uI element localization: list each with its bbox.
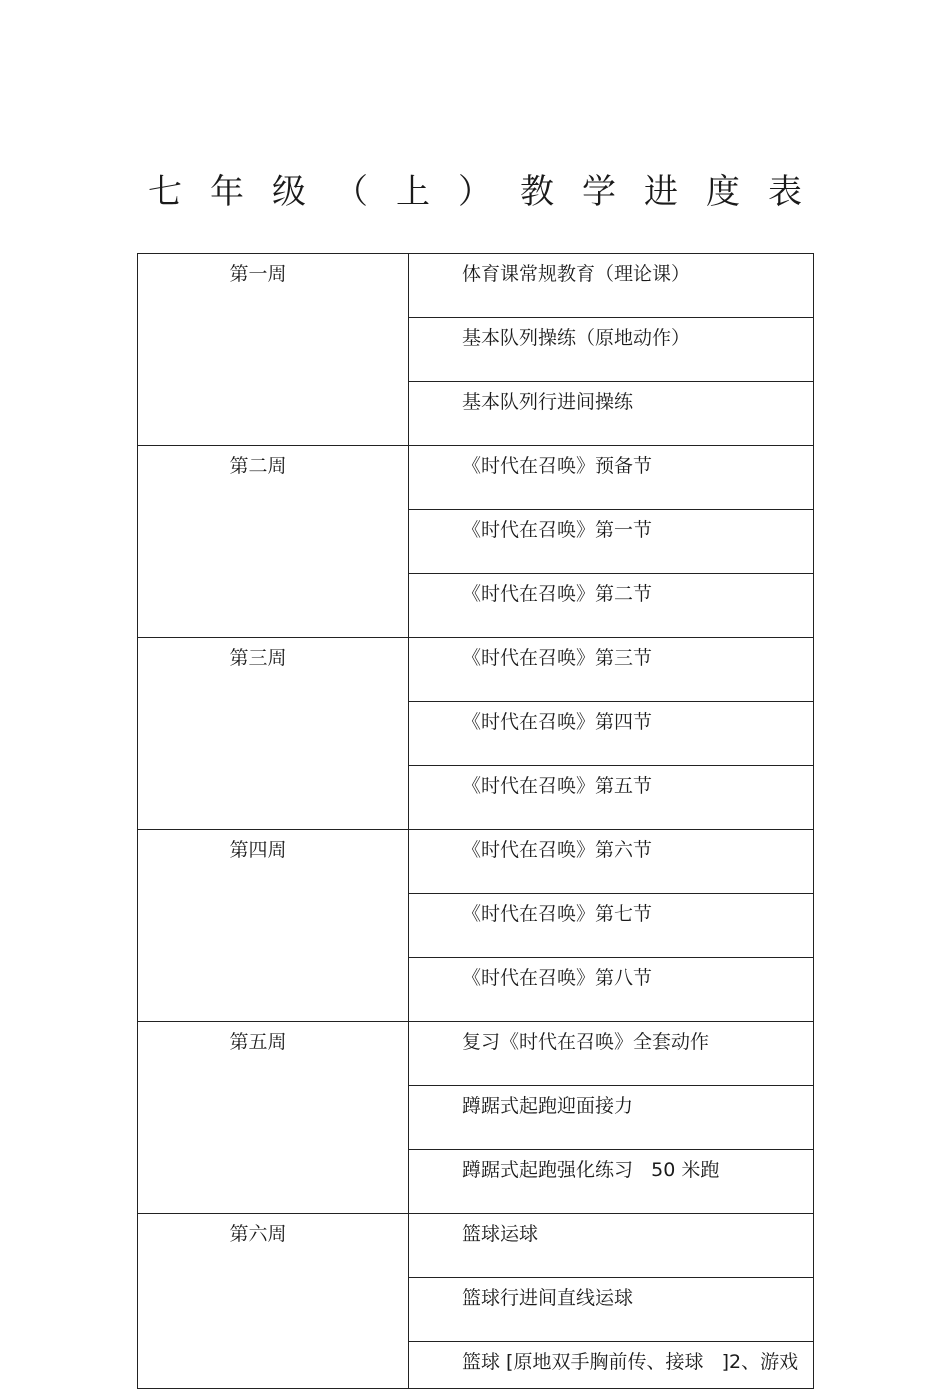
lesson-cell: 《时代在召唤》预备节 xyxy=(409,446,814,510)
lesson-cell: 《时代在召唤》第八节 xyxy=(409,958,814,1022)
week-cell: 第六周 xyxy=(138,1214,409,1389)
lesson-cell: 篮球 [原地双手胸前传、接球 ]2、游戏 xyxy=(409,1342,814,1389)
table-row xyxy=(138,446,814,510)
week-cell: 第四周 xyxy=(138,830,409,1022)
lesson-cell: 篮球行进间直线运球 xyxy=(409,1278,814,1342)
table-row xyxy=(138,638,814,702)
week-cell: 第五周 xyxy=(138,1022,409,1214)
page-title: 七年级（上）教学进度表 xyxy=(148,172,830,212)
lesson-cell: 《时代在召唤》第三节 xyxy=(409,638,814,702)
lesson-cell: 《时代在召唤》第六节 xyxy=(409,830,814,894)
lesson-cell: 蹲踞式起跑迎面接力 xyxy=(409,1086,814,1150)
lesson-cell: 复习《时代在召唤》全套动作 xyxy=(409,1022,814,1086)
lesson-cell: 《时代在召唤》第七节 xyxy=(409,894,814,958)
lesson-cell: 《时代在召唤》第一节 xyxy=(409,510,814,574)
lesson-cell: 蹲踞式起跑强化练习 50 米跑 xyxy=(409,1150,814,1214)
week-cell: 第二周 xyxy=(138,446,409,638)
table-row xyxy=(138,254,814,318)
schedule-table xyxy=(137,253,814,1389)
lesson-cell: 《时代在召唤》第四节 xyxy=(409,702,814,766)
lesson-cell: 基本队列操练（原地动作） xyxy=(409,318,814,382)
table-row xyxy=(138,830,814,894)
table-row xyxy=(138,1022,814,1086)
lesson-cell: 体育课常规教育（理论课） xyxy=(409,254,814,318)
week-cell: 第三周 xyxy=(138,638,409,830)
week-cell: 第一周 xyxy=(138,254,409,446)
lesson-cell: 《时代在召唤》第五节 xyxy=(409,766,814,830)
lesson-cell: 基本队列行进间操练 xyxy=(409,382,814,446)
lesson-cell: 篮球运球 xyxy=(409,1214,814,1278)
table-row xyxy=(138,1214,814,1278)
lesson-cell: 《时代在召唤》第二节 xyxy=(409,574,814,638)
